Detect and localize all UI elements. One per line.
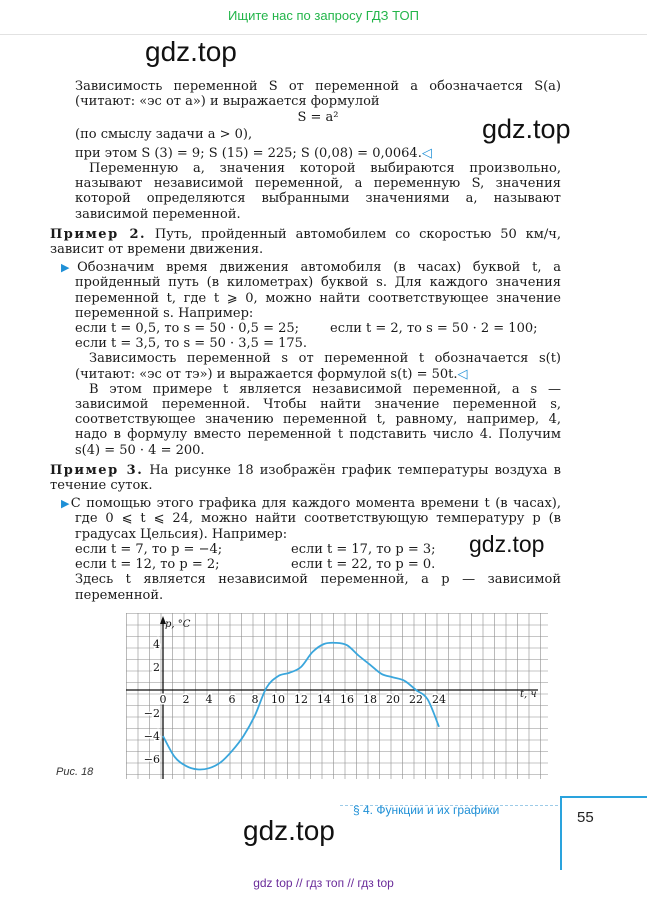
page-number-box (560, 796, 647, 870)
section-title: § 4. Функции и их графики (353, 803, 500, 817)
paragraph: Переменную a, значения которой выбираются произвольно, называют независимой переменной, а переменную S, значения которой определяются выбранными значениями a, называют зависимой переменной. (75, 161, 561, 222)
text-span: если t = 17, то p = 3; (291, 541, 436, 557)
x-tick-label: 12 (294, 693, 308, 706)
x-tick-label: 0 (159, 693, 167, 706)
paragraph: (по смыслу задачи a > 0), (75, 126, 253, 142)
x-tick-label: 16 (340, 693, 354, 706)
paragraph (61, 260, 561, 321)
x-tick-label: 6 (228, 693, 236, 706)
paragraph: Зависимость переменной S от переменной a обозначается S(a) (читают: «эс от a») и выражается формулой (75, 79, 561, 110)
example-text: Путь, пройденный автомобилем со скоростью 50 км/ч, зависит от времени движения. (50, 226, 561, 258)
y-tick-label: 4 (153, 638, 160, 651)
y-tick-label: 2 (153, 661, 160, 674)
example-row (75, 542, 561, 557)
start-triangle-icon: ▶ (61, 497, 71, 511)
x-tick-label: 8 (251, 693, 259, 706)
watermark: gdz.top (482, 114, 571, 144)
x-tick-label: 14 (317, 693, 331, 706)
paragraph (75, 351, 561, 381)
example-row (75, 321, 561, 336)
x-axis-label: t, ч (520, 689, 537, 700)
temperature-chart (126, 613, 548, 779)
x-tick-label: 24 (432, 693, 446, 706)
temperature-curve (163, 643, 439, 770)
paragraph: если t = 3,5, то s = 50 · 3,5 = 175. (75, 336, 308, 352)
figure-caption: Рис. 18 (56, 766, 94, 778)
watermark: gdz.top (243, 815, 335, 846)
page-number: 55 (577, 809, 594, 826)
text-span: если t = 12, то p = 2; (75, 557, 220, 573)
paragraph (75, 146, 561, 161)
text-span: при этом S (3) = 9; S (15) = 225; S (0,08) = 0,0064. (75, 145, 422, 161)
paragraph: В этом примере t является независимой переменной, а s — зависимой переменной. Чтобы найти значение переменной s, соответствующее значению переменной t, равному, например, 4, надо в формулу вместо переменной t подставить число 4. Получим s(4) = 50 · 4 = 200. (75, 381, 561, 458)
example-heading: Пример 3. (50, 462, 144, 478)
y-tick-label: −6 (143, 753, 160, 766)
x-tick-label: 18 (363, 693, 377, 706)
y-axis-label: p, °C (165, 619, 191, 630)
y-tick-label: −4 (143, 730, 160, 743)
start-triangle-icon: ▶ (61, 261, 78, 275)
text-span: если t = 0,5, то s = 50 · 0,5 = 25; (75, 321, 300, 337)
text-span: С помощью этого графика для каждого момента времени t (в часах), где 0 ⩽ t ⩽ 24, можно найти соответствующую температуру p (в градусах Цельсия). Например: (70, 496, 561, 542)
example-heading: Пример 2. (50, 226, 147, 242)
x-tick-label: 2 (182, 693, 190, 706)
x-tick-label: 4 (205, 693, 213, 706)
example-text: На рисунке 18 изображён график температуры воздуха в течение суток. (50, 462, 561, 494)
formula: S = a² (297, 110, 339, 126)
text-span: если t = 2, то s = 50 · 2 = 100; (330, 321, 538, 337)
example-3 (50, 463, 561, 493)
x-tick-label: 10 (271, 693, 285, 706)
text-span: Обозначим время движения автомобиля (в часах) буквой t, а пройденный путь (в километрах) буквой s. Для каждого значения переменной t, где t ⩾ 0, можно найти соответствующее значение переменной s. Например: (75, 260, 561, 321)
text-span: если t = 7, то p = −4; (75, 541, 223, 557)
example-2 (50, 227, 561, 257)
end-triangle-icon: ◁ (421, 145, 432, 161)
x-tick-label: 20 (386, 693, 400, 706)
top-banner[interactable]: Ищите нас по запросу ГДЗ ТОП (0, 0, 647, 35)
example-row (75, 557, 561, 572)
page-text (50, 79, 561, 603)
paragraph: Здесь t является независимой переменной, а p — зависимой переменной. (75, 572, 561, 603)
end-triangle-icon: ◁ (457, 366, 468, 382)
watermark: gdz.top (145, 36, 237, 67)
paragraph (61, 496, 561, 542)
x-tick-label: 22 (409, 693, 423, 706)
watermark: gdz.top (469, 531, 545, 557)
text-span: Зависимость переменной s от переменной t обозначается s(t) (читают: «эс от тэ») и выражается формулой s(t) = 50t. (75, 351, 561, 382)
y-tick-label: −2 (143, 707, 160, 720)
text-span: если t = 22, то p = 0. (291, 557, 436, 573)
footer-links[interactable]: gdz top // гдз топ // гдз top (253, 876, 394, 890)
